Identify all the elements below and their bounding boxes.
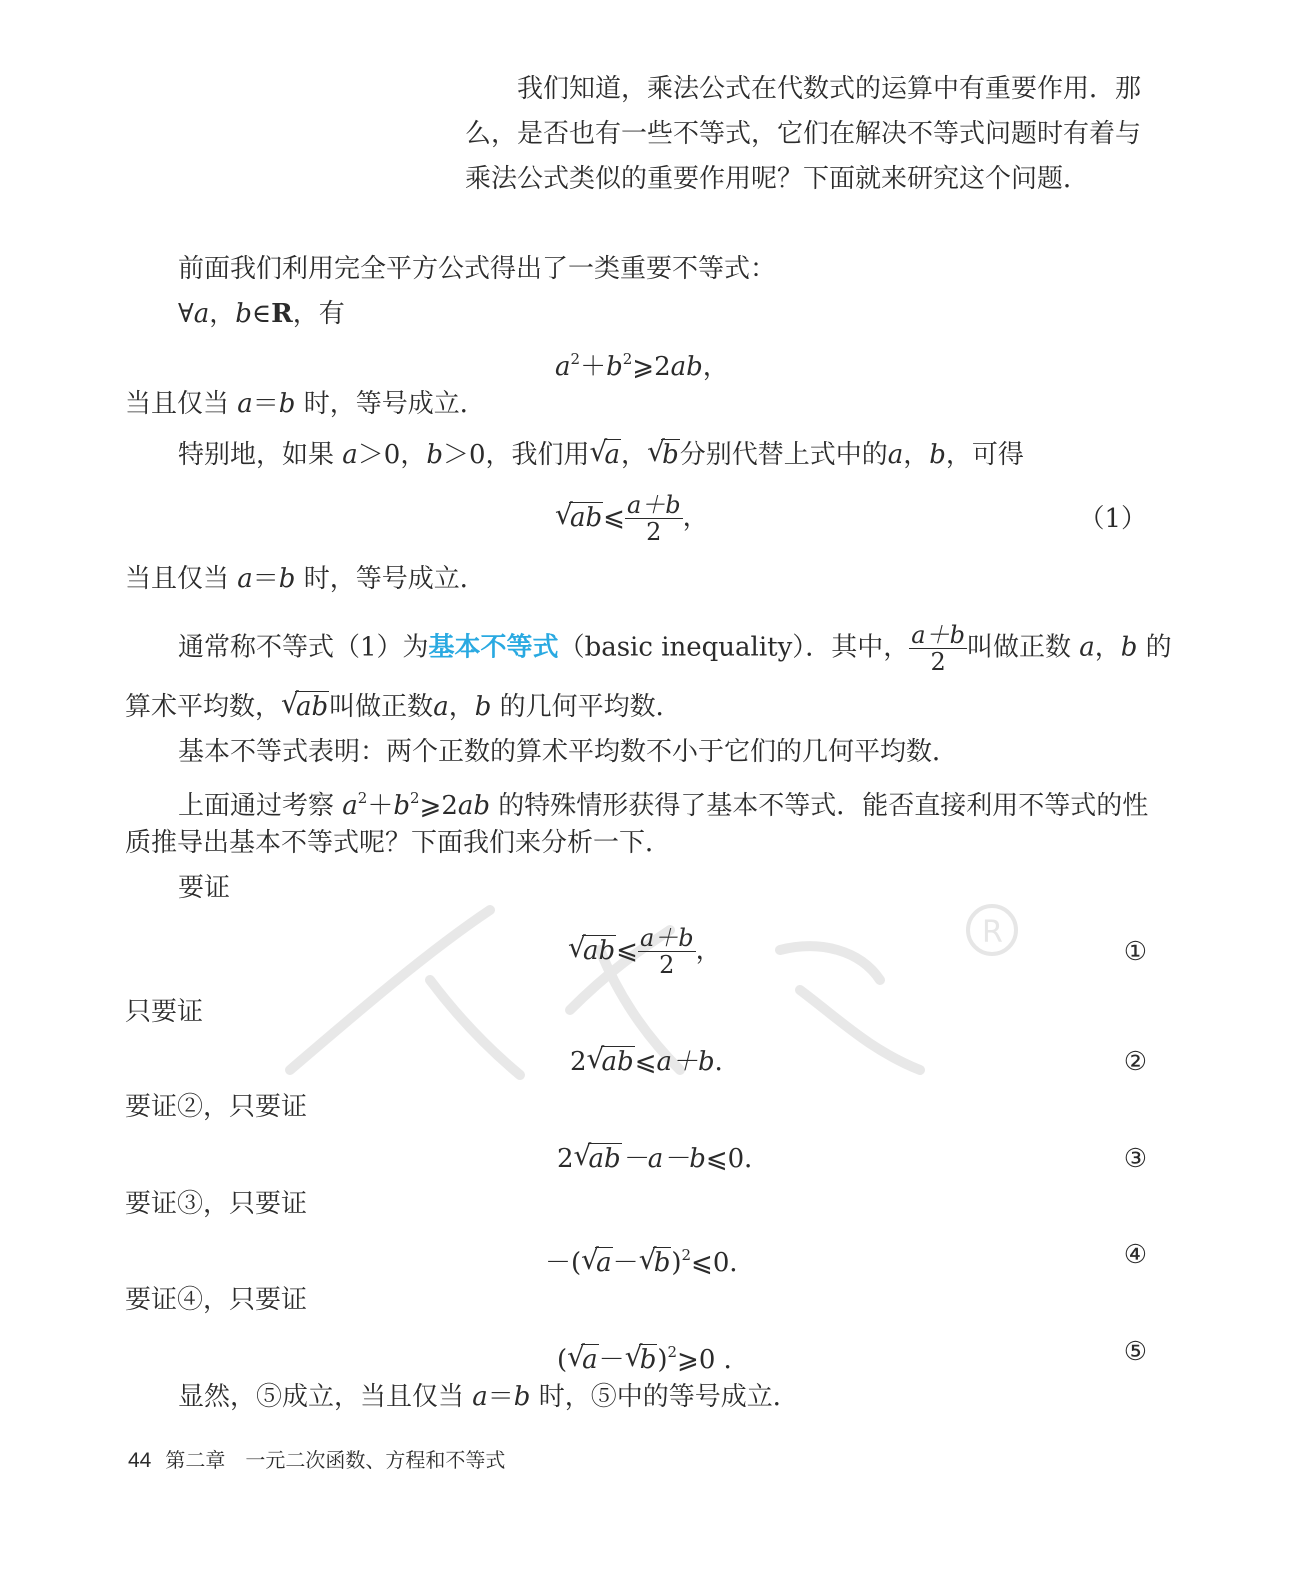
coef: 2 [557,1144,574,1174]
equation-basic-inequality [555,492,709,545]
svg-text:R: R [982,915,1003,950]
sqrt-ab: √ ab [586,1042,634,1077]
equality-condition-2 [125,562,486,596]
punct: ， [903,440,930,470]
text: （basic inequality）．其中， [558,632,910,663]
in-symbol: ∈ [251,299,272,329]
var-a: a [342,791,358,821]
definition-line [178,622,1172,675]
rest-terms: －a－b [621,1144,706,1174]
relation: ⩽0． [691,1248,756,1278]
equation-number-c3: ③ [1123,1144,1147,1174]
equality-condition-1 [125,387,486,421]
fraction: $\frac{a+b}{2}$ [626,491,681,546]
close: ) [657,1345,668,1375]
forall-line [178,297,345,331]
equation-important-inequality: $a^2+b^2⩾2ab$， [555,350,729,382]
sqrt-a: √ a [581,1243,612,1278]
var-a: a [887,440,904,470]
yaozheng-label: 要证 [178,873,231,903]
equation-number-c2: ② [1123,1047,1147,1077]
equation-number-c4: ④ [1123,1240,1147,1270]
var-ab: ab [457,791,491,821]
equals: ＝ [487,1382,514,1412]
paragraph-3b: 质推导出基本不等式呢？下面我们来分析一下． [125,828,672,858]
relation: ⩾2 [419,791,458,821]
var-b: b [426,440,443,470]
var-b: b [1120,632,1138,663]
sqrt-ab: √ ab [568,930,616,966]
term-basic-inequality: 基本不等式 [428,632,559,663]
equation-c5: ( √ a－ √ b)$^2$⩾0 ． [557,1340,750,1375]
step-3-label: 要证③，只要证 [125,1189,308,1219]
var-b: b [278,564,296,594]
special-case-line [178,435,1024,472]
var-b: b [393,791,410,821]
equation-number-c5: ⑤ [1123,1337,1147,1367]
var-b: b [929,440,946,470]
fraction: $\frac{a+b}{2}$ [911,621,965,676]
paragraph-1: 前面我们利用完全平方公式得出了一类重要不等式： [178,254,777,284]
text: 的特殊情形获得了基本不等式．能否直接利用不等式的性 [490,791,1149,821]
close: ) [671,1248,682,1278]
equals: ＝ [252,389,279,419]
punct: ， [209,299,236,329]
var-b: b [513,1382,531,1412]
fraction: $\frac{a+b}{2}$ [639,924,694,979]
conclusion [178,1380,799,1414]
relation: ⩾0 ． [677,1345,750,1375]
relation: ⩽ [603,502,625,533]
text: 算术平均数， [125,692,282,722]
punct: ， [695,935,722,966]
sqrt-b: √ b [624,1340,657,1375]
page-number: 44 [128,1449,152,1472]
punct: ． [714,1047,741,1077]
sqrt-b: √ b [647,435,679,470]
intro-line-1: 我们知道，乘法公式在代数式的运算中有重要作用．那 [517,74,1142,104]
text: ＞0，我们用 [442,440,590,470]
text: 显然，⑤成立，当且仅当 [178,1382,473,1412]
definition-line-2 [125,687,682,724]
paragraph-2: 基本不等式表明：两个正数的算术平均数不小于它们的几何平均数． [178,737,959,767]
text: 特别地，如果 [178,440,343,470]
punct: ， [702,352,729,382]
var-a: a [433,692,449,722]
var-b: b [278,389,296,419]
plus-sign: ＋ [367,791,394,821]
zhiyao-label: 只要证 [125,997,204,1027]
intro-line-2: 么，是否也有一些不等式，它们在解决不等式问题时有着与 [465,119,1142,149]
cond-text-end: 时，等号成立． [295,389,486,419]
open: －( [545,1248,582,1278]
equation-number-c1: ① [1123,937,1147,967]
text: 叫做正数 [966,632,1080,663]
sqrt-ab: √ ab [573,1139,621,1174]
page-footer [128,1446,505,1475]
sqrt-a: √ a [567,1340,598,1375]
var-b: b [606,352,623,382]
equals: ＝ [252,564,279,594]
equation-number-1: （1） [1078,504,1147,534]
cond-text: 当且仅当 [125,564,238,594]
punct: ， [448,692,475,722]
real-set: R [271,299,293,329]
chapter-title: 第二章 一元二次函数、方程和不等式 [165,1448,506,1472]
var-b: b [474,692,492,722]
equation-c1 [568,925,722,978]
punct: ， [621,440,648,470]
var-a: a [472,1382,488,1412]
relation: ⩽ [634,1047,657,1077]
punct: ， [1094,632,1121,663]
text: 时，⑤中的等号成立． [530,1382,799,1412]
minus: － [598,1345,625,1375]
text: 的几何平均数． [491,692,682,722]
var-b: b [235,299,252,329]
var-a: a [1079,632,1095,663]
sqrt-ab: √ ab [555,497,603,533]
equation-c3 [557,1139,771,1176]
equation-c4: －( √ a－ √ b)$^2$⩽0． [545,1243,756,1278]
punct: ， [682,502,709,533]
sqrt-ab: √ ab [281,687,329,722]
rhs: a＋b [656,1047,715,1077]
sqrt-b: √ b [638,1243,671,1278]
plus-sign: ＋ [580,352,607,382]
text: 的 [1137,632,1172,663]
cond-text: 当且仅当 [125,389,238,419]
equation-c2 [570,1042,741,1079]
sqrt-a: √ a [589,435,621,470]
relation: ⩽0． [705,1144,771,1174]
cond-text-end: 时，等号成立． [295,564,486,594]
forall-tail: ，有 [292,299,345,329]
relation: ⩾2 [632,352,671,382]
text: 叫做正数 [329,692,434,722]
relation: ⩽ [616,935,638,966]
text: 通常称不等式（1）为 [178,632,429,663]
var-ab: ab [670,352,703,382]
var-a: a [342,440,358,470]
step-4-label: 要证④，只要证 [125,1285,308,1315]
minus: － [612,1248,639,1278]
text: ，可得 [945,440,1024,470]
var-a: a [237,564,253,594]
intro-line-3: 乘法公式类似的重要作用呢？下面就来研究这个问题． [465,164,1090,194]
step-2-label: 要证②，只要证 [125,1092,308,1122]
paragraph-3: 上面通过考察 $a^2+b^2⩾2ab$ 的特殊情形获得了基本不等式．能否直接利用不等式的性 [178,789,1149,821]
coef: 2 [570,1047,587,1077]
text: 上面通过考察 [178,791,343,821]
text: 分别代替上式中的 [679,440,888,470]
var-a: a [555,352,571,382]
var-a: a [237,389,253,419]
open: ( [557,1345,568,1375]
forall-symbol: ∀ [178,299,194,329]
text: ＞0， [357,440,427,470]
var-a: a [193,299,210,329]
